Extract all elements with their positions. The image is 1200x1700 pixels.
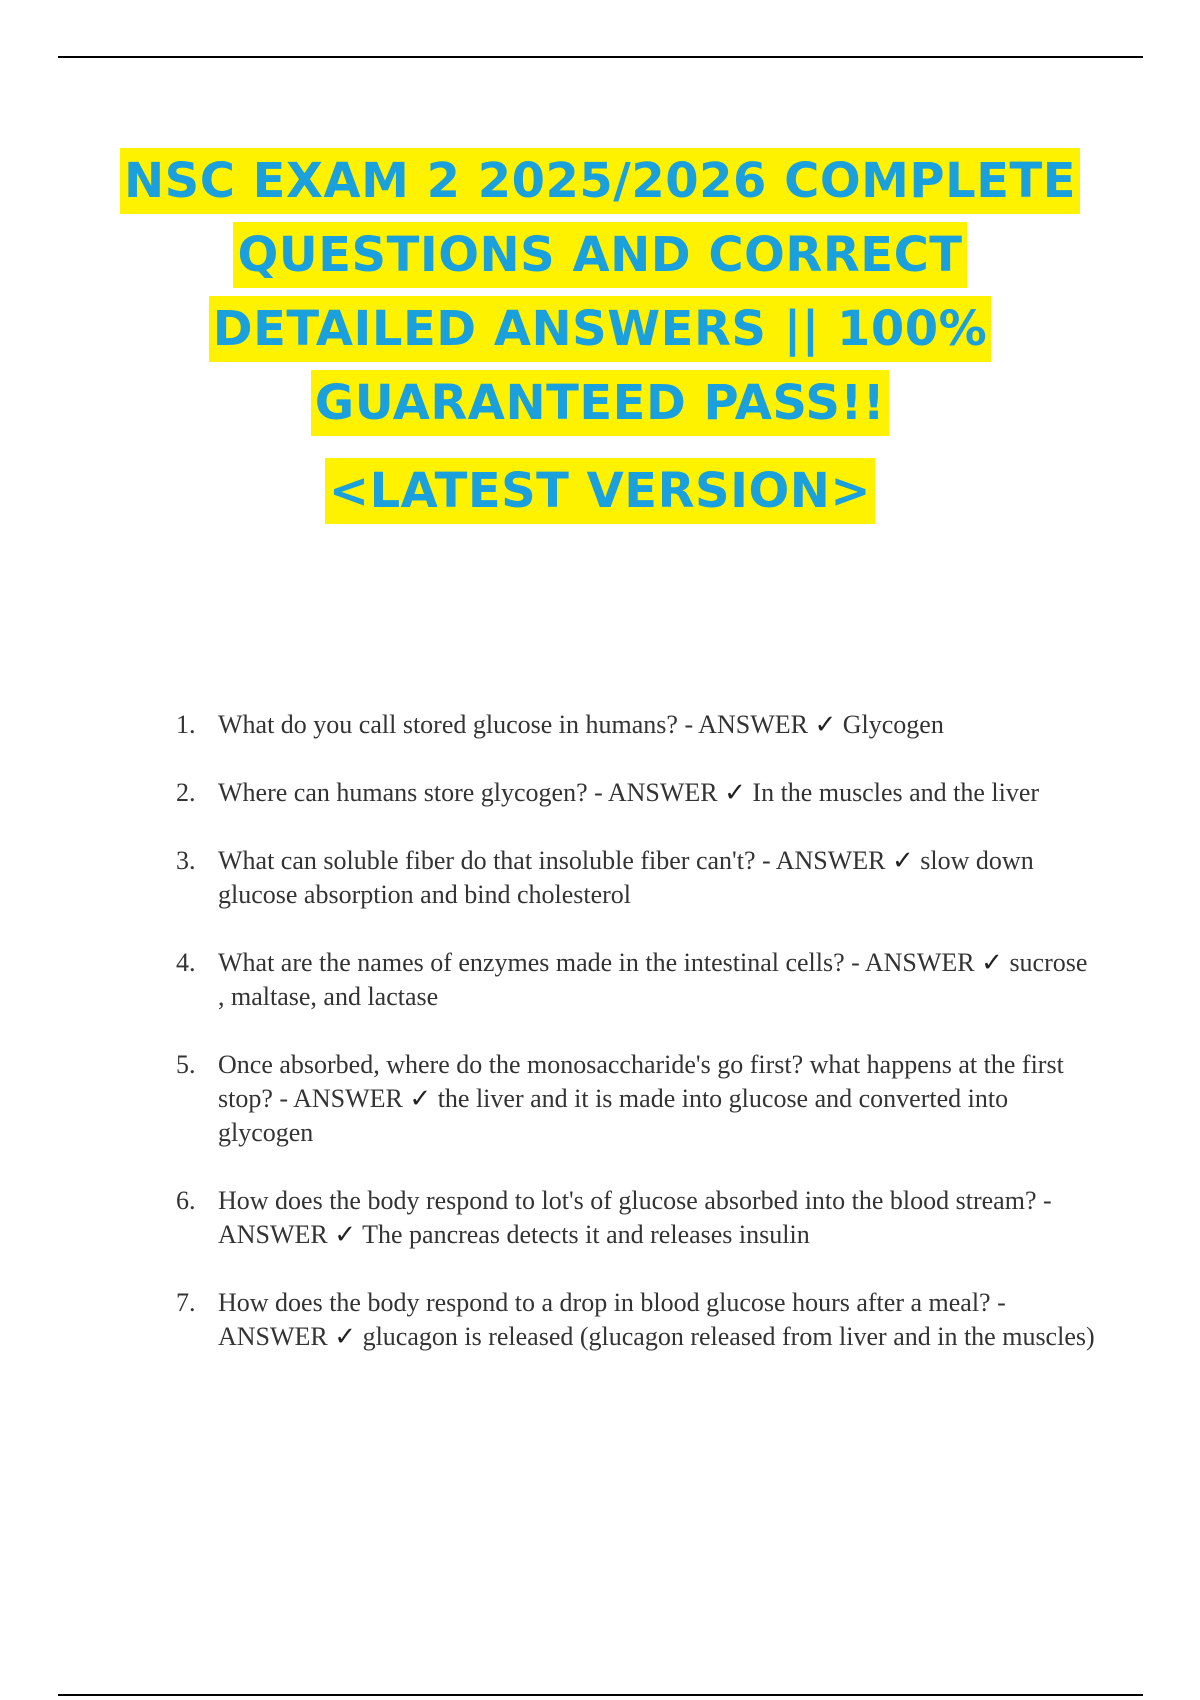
- question-text: What do you call stored glucose in humans?: [218, 710, 678, 739]
- question-text: How does the body respond to lot's of glucose absorbed into the blood stream?: [218, 1186, 1037, 1215]
- title-line-1: NSC EXAM 2 2025/2026 COMPLETE: [120, 148, 1080, 214]
- checkmark-icon: ✓: [334, 1322, 357, 1351]
- question-text: Where can humans store glycogen?: [218, 778, 588, 807]
- answer-text: The pancreas detects it and releases insulin: [362, 1220, 810, 1249]
- question-text: How does the body respond to a drop in blood glucose hours after a meal?: [218, 1288, 991, 1317]
- qa-item-1: [176, 708, 1096, 742]
- answer-text: sucrose , maltase, and lactase: [218, 948, 1088, 1011]
- checkmark-icon: ✓: [724, 778, 746, 807]
- question-text: What can soluble fiber do that insoluble fiber can't?: [218, 846, 756, 875]
- answer-text: the liver and it is made into glucose and converted into glycogen: [218, 1084, 1009, 1147]
- answer-label: - ANSWER: [594, 778, 718, 807]
- answer-label: - ANSWER: [684, 710, 808, 739]
- qa-number: 6.: [176, 1186, 196, 1215]
- qa-item-4: [176, 946, 1096, 1014]
- checkmark-icon: ✓: [334, 1220, 357, 1249]
- question-text: Once absorbed, where do the monosaccharide's go first? what happens at the first stop?: [218, 1050, 1064, 1113]
- answer-label: - ANSWER: [218, 1186, 1052, 1249]
- title-line-2: QUESTIONS AND CORRECT: [233, 222, 966, 288]
- qa-item-3: [176, 844, 1096, 912]
- qa-item-7: [176, 1286, 1096, 1354]
- checkmark-icon: ✓: [981, 948, 1003, 977]
- qa-number: 3.: [176, 846, 196, 875]
- answer-text: slow down glucose absorption and bind cholesterol: [218, 846, 1034, 909]
- answer-text: In the muscles and the liver: [752, 778, 1040, 807]
- title-line-4: GUARANTEED PASS!!: [311, 370, 889, 436]
- answer-text: Glycogen: [842, 710, 944, 739]
- checkmark-icon: ✓: [409, 1084, 432, 1113]
- answer-text: glucagon is released (glucagon released from liver and in the muscles): [362, 1322, 1095, 1351]
- qa-number: 4.: [176, 948, 196, 977]
- qa-number: 1.: [176, 710, 196, 739]
- qa-number: 7.: [176, 1288, 196, 1317]
- document-title: [60, 148, 1140, 532]
- answer-label: - ANSWER: [279, 1084, 403, 1113]
- answer-label: - ANSWER: [762, 846, 886, 875]
- question-text: What are the names of enzymes made in the intestinal cells?: [218, 948, 845, 977]
- qa-number: 2.: [176, 778, 196, 807]
- version-label: <LATEST VERSION>: [325, 458, 875, 524]
- qa-list: [176, 708, 1096, 1388]
- qa-item-5: [176, 1048, 1096, 1150]
- top-divider: [58, 56, 1143, 58]
- answer-label: - ANSWER: [851, 948, 975, 977]
- answer-label: - ANSWER: [218, 1288, 1006, 1351]
- qa-number: 5.: [176, 1050, 196, 1079]
- checkmark-icon: ✓: [814, 710, 837, 739]
- bottom-divider: [58, 1694, 1143, 1696]
- qa-item-6: [176, 1184, 1096, 1252]
- title-line-3: DETAILED ANSWERS || 100%: [209, 296, 992, 362]
- checkmark-icon: ✓: [892, 846, 914, 875]
- qa-item-2: [176, 776, 1096, 810]
